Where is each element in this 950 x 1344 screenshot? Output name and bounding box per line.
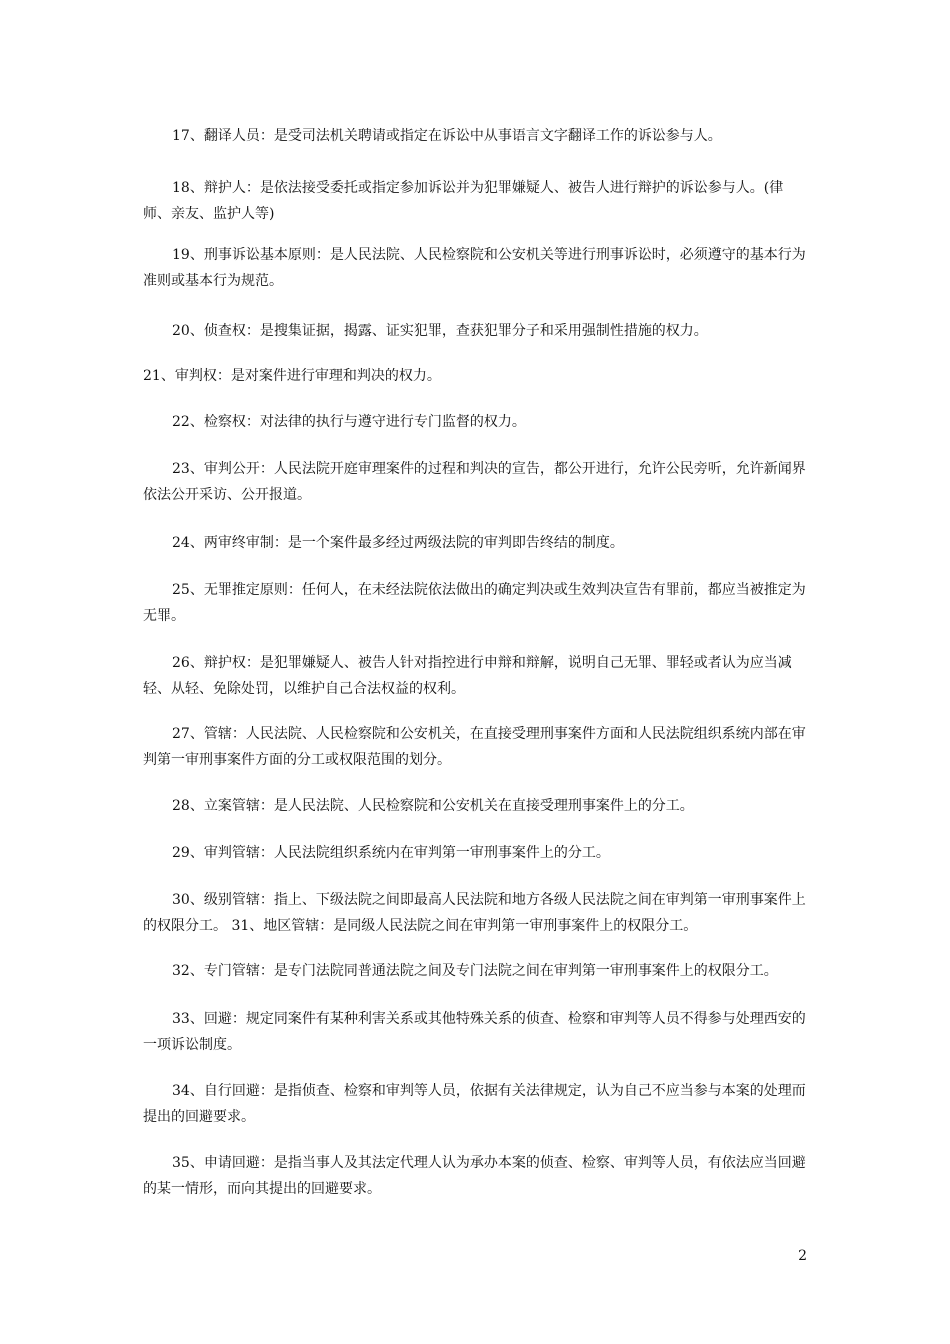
- entry-25-presumption-of-innocence: 25、无罪推定原则：任何人，在未经法院依法做出的确定判决或生效判决宣告有罪前，都应当被推定为无罪。: [143, 582, 806, 624]
- entry-22-procuratorial-power: 22、检察权：对法律的执行与遵守进行专门监督的权力。: [172, 414, 526, 430]
- entry-33-withdrawal: 33、回避：规定同案件有某种利害关系或其他特殊关系的侦查、检察和审判等人员不得参与处理西安的一项诉讼制度。: [143, 1011, 806, 1053]
- entry-27-jurisdiction: 27、管辖：人民法院、人民检察院和公安机关，在直接受理刑事案件方面和人民法院组织系统内部在审判第一审刑事案件方面的分工或权限范围的划分。: [143, 726, 806, 768]
- entry-21-trial-power: 21、审判权：是对案件进行审理和判决的权力。: [143, 368, 441, 384]
- entry-32-special-jurisdiction: 32、专门管辖：是专门法院同普通法院之间及专门法院之间在审判第一审刑事案件上的权限分工。: [172, 963, 778, 979]
- entry-30-31-level-and-regional-jurisdiction: 30、级别管辖：指上、下级法院之间即最高人民法院和地方各级人民法院之间在审判第一审刑事案件上的权限分工。 31、地区管辖：是同级人民法院之间在审判第一审刑事案件上的权限分工。: [143, 892, 806, 934]
- entry-23-public-trial: 23、审判公开：人民法院开庭审理案件的过程和判决的宣告，都公开进行，允许公民旁听，允许新闻界依法公开采访、公开报道。: [143, 461, 806, 503]
- entry-26-right-of-defense: 26、辩护权：是犯罪嫌疑人、被告人针对指控进行申辩和辩解，说明自己无罪、罪轻或者认为应当减轻、从轻、免除处罚，以维护自己合法权益的权利。: [143, 655, 792, 697]
- entry-35-application-for-withdrawal: 35、申请回避：是指当事人及其法定代理人认为承办本案的侦查、检察、审判等人员，有依法应当回避的某一情形，而向其提出的回避要求。: [143, 1155, 806, 1197]
- entry-17-translator: 17、翻译人员：是受司法机关聘请或指定在诉讼中从事语言文字翻译工作的诉讼参与人。: [172, 128, 722, 144]
- entry-28-filing-jurisdiction: 28、立案管辖：是人民法院、人民检察院和公安机关在直接受理刑事案件上的分工。: [172, 798, 694, 814]
- entry-20-investigation-power: 20、侦查权：是搜集证据，揭露、证实犯罪，查获犯罪分子和采用强制性措施的权力。: [172, 323, 708, 339]
- entry-19-basic-principles: 19、刑事诉讼基本原则：是人民法院、人民检察院和公安机关等进行刑事诉讼时，必须遵守的基本行为准则或基本行为规范。: [143, 247, 806, 289]
- entry-24-two-instance-system: 24、两审终审制：是一个案件最多经过两级法院的审判即告终结的制度。: [172, 535, 624, 551]
- entry-29-trial-jurisdiction: 29、审判管辖：人民法院组织系统内在审判第一审刑事案件上的分工。: [172, 845, 610, 861]
- entry-34-voluntary-withdrawal: 34、自行回避：是指侦查、检察和审判等人员，依据有关法律规定，认为自己不应当参与本案的处理而提出的回避要求。: [143, 1083, 806, 1125]
- entry-18-defender: 18、辩护人：是依法接受委托或指定参加诉讼并为犯罪嫌疑人、被告人进行辩护的诉讼参与人。(律师、亲友、监护人等): [143, 180, 784, 222]
- page-number: 2: [798, 1248, 807, 1264]
